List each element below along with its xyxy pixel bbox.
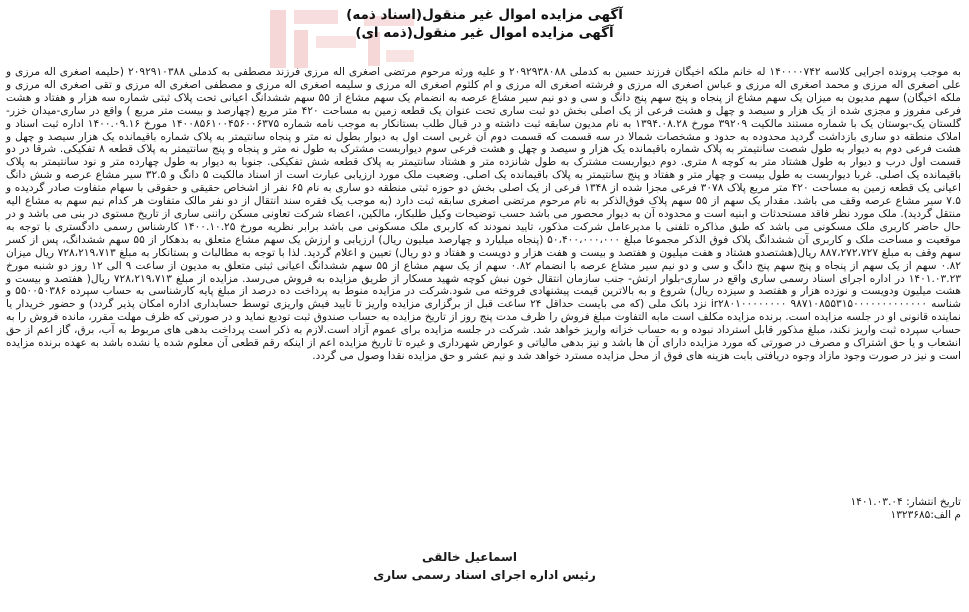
publish-date: تاریخ انتشار: ۱۴۰۱.۰۳.۰۴ [850, 496, 961, 508]
reference-number: م الف:۱۳۲۳۶۸۵ [890, 509, 961, 521]
notice-titles [0, 6, 969, 42]
notice-body [6, 66, 961, 363]
notice-title-primary: آگهی مزایده اموال غیر منقول(اسناد ذمه) [346, 7, 623, 23]
notice-meta [8, 496, 961, 522]
signatory-title: رئیس اداره اجرای اسناد رسمی ساری [373, 568, 596, 582]
notice-title-secondary: آگهی مزایده اموال غیر منقول(ذمه ای) [355, 25, 614, 41]
notice-body-paragraph: به موجب پرونده اجرایی کلاسه ۱۴۰۰۰۰۷۴۲ له خانم ملکه اخیگان فرزند حسین به کدملی ۲۰۹۲۹۳۸۰۸۸ و علیه ورثه مرحوم مرتضی اصغری اله مرزی فرزند مصطفی به کدملی ۲۰۹۲۹۱۰۳۸۸ (حلیمه اصغری اله مرزی و علی اصغری اله مرزی و محمد اصغری اله مرزی و عباس اصغری اله مرزی و فرشته اصغری اله مرزی و ام کلثوم اصغری اله مرزی و سلیمه اصغری اله مرزی و مصطفی اصغری اله مرزی و تقی اصغری اله مرزی و ملکه اخیگان) سهم مدیون به میزان یک سهم مشاع از پنجاه و پنج سهم پنج دانگ و سی و دو نیم سیر مشاع عرصه به انضمام یک سهم مشاع از ۵۵ سهم ششدانگ اعیانی تحت پلاک ثبتی شماره سه هزار و هفتاد و هشت فرعی مفروز و مجزی شده از یک هزار و سیصد و چهل و هشت فرعی از یک اصلی بخش دو ثبت ساری تحت عنوان یک قطعه زمین به مساحت ۴۲۰ متر مربع (چهارصد و بیست متر مربع ) واقع در ساری-میدان خزر-گلستان یک-بوستان یک با شماره مستند مالکیت ۳۹۲۰۹ مورخ ۱۳۹۴.۰۸.۲۸ به نام مدیون سابقه ثبت داشته و در قبال طلب بستانکار به موجب نامه شماره ۱۴۰۰۸۵۶۱۰۰۴۵۶۰۰۶۳۷۵ مورخ ۱۴۰۰.۰۹.۱۶ اداره ثبت اسناد و املاک منطقه دو ساری بازداشت گردید محدوده به حدود و مشخصات شمالا در سه قسمت که قسمت دوم آن غربی است اول به دیوار بطول نه متر و پنجاه سانتیمتر به پلاک شماره باقیمانده یک هزار سیصد و چهل و هشت فرعی دوم به دیوار به طول شصت سانتیمتر به پلاک شماره باقیمانده یک هزار و سیصد و چهل و هشت فرعی سوم دیواربست مشترک به طول نه متر و پنجاه و پنج سانتیمتر به پلاک قطعه ۸ تفکیکی. شرقا در دو قسمت اول درب و دیوار به طول هشتاد متر به کوچه ۸ متری. دوم دیواربست مشترک به طول شانزده متر و هشتاد سانتیمتر به پلاک قطعه شش تفکیکی. جنوبا به دیوار به طول چهارده متر و نود سانتیمتر به پلاک باقیمانده یک اصلی. غربا دیواربست به طول بیست و چهار متر و هفتاد و پنج سانتیمتر به پلاک باقیمانده یک اصلی. وضعیت ملک مورد ارزیابی عبارت است از اسناد مالکیت ۵ دانگ و ۳۲.۵ سیر مشاع عرصه و شش دانگ اعیانی یک قطعه زمین به مساحت ۴۲۰ متر مربع پلاک ۳۰۷۸ فرعی مجزا شده از ۱۳۴۸ فرعی از یک اصلی بخش دو حوزه ثبتی منطقه دو ساری به نام ۶۵ نفر از اشخاص حقیقی و حقوقی با سهام متفاوت صادر گردیده و ۷.۵ سیر مشاع عرصه وقف می باشد. مقدار یک سهم از ۵۵ سهم پلاک فوق‌الذکر به نام مرحوم مرتضی اصغری سابقه ثبت دارد (به موجب یک فقره سند انتقال از دو نفر مالک متفاوت هر کدام نیم سهم به مشاع الیه منتقل گردید). ملک مورد نظر فاقد مستحدثات و ابنیه است و محدوده آن به دیوار محصور می باشد حسب توضیحات وکیل طلبکار، مالکین، اعضاء شرکت تعاونی مسکن راننی ساری از تاریخ مستوی در بنی می باشد و در حال حاضر کاربری ملک مسکونی می باشد که طبق مذاکره تلفنی با مدیرعامل شرکت مذکور، تایید نمودند که کاربری ملک مسکونی می باشد برابر نظریه مورخ ۱۴۰۰.۱۰.۲۵ کارشناس رسمی دادگستری با توجه به موقعیت و مساحت ملک و کاربری آن ششدانگ پلاک فوق الذکر مجموعا مبلغ ۵۰،۴۰۰،۰۰۰،۰۰۰ (پنجاه میلیارد و چهارصد میلیون ریال) ارزیابی و ارزش یک سهم مشاع متعلق به بدهکار از ۵۵ سهم ششدانگ، پس از کسر سهم وقف به مبلغ ۸۸۷،۲۷۲،۷۲۷ ریال(هشتصدو هشتاد و هفت میلیون و هفتصد و بیست و هفت هزار و دویست و هفتاد و دو ریال) تعیین و اعلام گردید. لذا با توجه به مطالبات و بستانکار به مبلغ ۷۲۸،۲۱۹،۷۱۳ ریال میزان ۰.۸۲ سهم از یک سهم از پنجاه و پنج سهم پنج دانگ و سی و دو نیم سیر مشاع عرصه با انضمام ۰.۸۲ سهم از یک سهم مشاع از ۵۵ سهم ششدانگ اعیانی ثبتی متعلق به مدیون از ساعت ۹ الی ۱۲ روز دو شنبه مورخ ۱۴۰۱.۰۳.۲۳ در اداره اجرای اسناد رسمی ساری واقع در ساری-بلوار ارتش- جنب سازمان انتقال خون نبش کوچه شهید مسکار از طریق مزایده به فروش می‌رسد. مزایده از مبلغ ۷۲۸،۲۱۹،۷۱۳ ریال( هفتصد و بیست و هشت میلیون ودویست و نوزده هزار و هفتصد و سیزده ریال) شروع و به بالاترین قیمت پیشنهادی فروخته می شود.شرکت در مزایده منوط به پرداخت ده درصد از مبلغ پایه کارشناسی به حساب سپرده ۵۵۰۰۵۰۳۸۶ و شناسه ۹۸۷۱۰۸۵۵۳۱۵۰۰۰۰۰۰۰۰۰۰۰۰۰ ir۲۸۰۱۰۰۰۰۰۰۰۰ نزد بانک ملی (که می بایست حداقل ۲۴ ساعت قبل از برگزاری مزایده واریز تا تایید فیش واریزی توسط حسابداری اداره امکان پذیر گردد) و حضور خریدار یا نماینده قانونی او در جلسه مزایده است. برنده مزایده مکلف است مابه التفاوت مبلغ فروش را ظرف مدت پنج روز از تاریخ مزایده به حساب صندوق ثبت تودیع نماید و در صورتی که ظرف مهلت مقرر، مانده فروش را به حساب سپرده ثبت واریز نکند، مبلغ مذکور قابل استرداد نبوده و به حساب خزانه واریز خواهد شد. شرکت در جلسه مزایده برای عموم آزاد است.لازم به ذکر است پرداخت بدهی های مربوط به آب، برق، گاز اعم از حق انشعاب و یا حق اشتراک و مصرف در صورتی که مورد مزایده دارای آن ها باشد و نیز بدهی مالیاتی و عوارض شهرداری و غیره تا تاریخ مزایده اعم از اینکه رقم قطعی آن معلوم شده یا نشده باشد به عهده برنده مزایده است و نیز در صورت وجود مازاد وجوه دریافتی بابت هزینه های فوق از محل مزایده مسترد خواهد شد و نیم عشر و حق مزایده نقدا وصول می گردد. [6, 66, 962, 362]
signature-block [0, 548, 969, 584]
signatory-name: اسماعیل خالقی [422, 550, 517, 564]
